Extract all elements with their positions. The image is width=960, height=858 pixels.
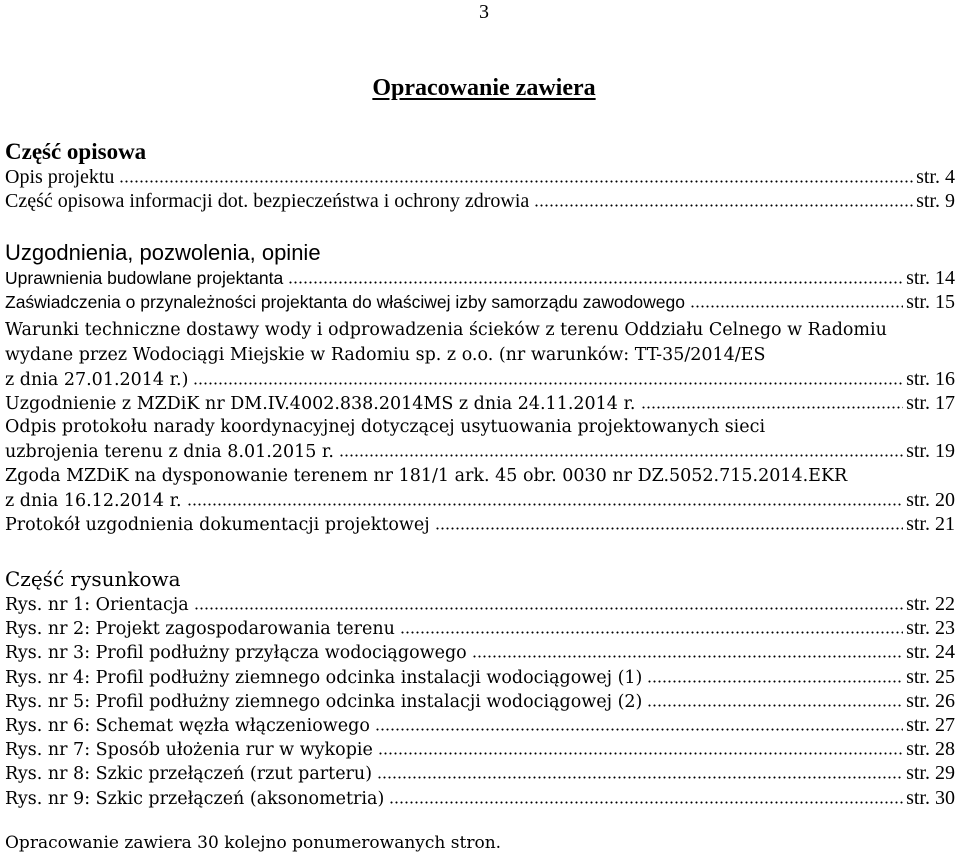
dot-leader xyxy=(379,752,903,755)
section-heading: Uzgodnienia, pozwolenia, opinie xyxy=(5,240,321,265)
dot-leader xyxy=(642,406,904,409)
dot-leader xyxy=(378,776,903,779)
document-title-text: Opracowanie zawiera xyxy=(372,75,596,101)
toc-row xyxy=(5,488,955,512)
toc-row xyxy=(5,290,955,314)
toc-page-ref: str. 17 xyxy=(906,391,955,414)
toc-label: uzbrojenia terenu z dnia 8.01.2015 r. xyxy=(5,442,334,463)
toc-page-ref: str. 4 xyxy=(916,166,955,188)
toc-page-ref: str. 24 xyxy=(906,641,955,664)
toc-label: z dnia 16.12.2014 r. xyxy=(5,490,182,511)
toc-label: Uzgodnienie z MZDiK nr DM.IV.4002.838.2014MS z dnia 24.11.2014 r. xyxy=(5,393,636,414)
toc-label: Rys. nr 8: Szkic przełączeń (rzut parteru) xyxy=(5,764,373,785)
toc-label-line: Odpis protokołu narady koordynacyjnej dotyczącej usytuowania projektowanych sieci xyxy=(5,417,766,438)
section-drawings xyxy=(5,566,955,810)
dot-leader xyxy=(188,503,903,506)
toc-row xyxy=(5,189,955,213)
toc-page-ref: str. 22 xyxy=(906,593,955,615)
dot-leader xyxy=(390,801,903,804)
toc-label-line: wydane przez Wodociągi Miejskie w Radomiu sp. z o.o. (nr warunków: TT-35/2014/ES xyxy=(5,344,766,365)
dot-leader xyxy=(195,607,903,610)
toc-row xyxy=(5,512,955,536)
toc-row xyxy=(5,439,955,463)
footer-note: Opracowanie zawiera 30 kolejno ponumerowanych stron. xyxy=(5,833,502,853)
dot-leader xyxy=(376,728,903,731)
toc-label: Część opisowa informacji dot. bezpieczeństwa i ochrony zdrowia xyxy=(5,190,530,213)
toc-page-ref: str. 15 xyxy=(906,291,955,314)
toc-page-ref: str. 20 xyxy=(906,488,955,511)
toc-row xyxy=(5,391,955,415)
toc-label: Rys. nr 7: Sposób ułożenia rur w wykopie xyxy=(5,740,373,761)
toc-page-ref: str. 26 xyxy=(906,689,955,712)
toc-row xyxy=(5,165,955,189)
toc-row xyxy=(5,367,955,391)
toc-page-ref: str. 28 xyxy=(906,738,955,761)
toc-label: Rys. nr 6: Schemat węzła włączeniowego xyxy=(5,715,370,736)
dot-leader xyxy=(289,281,903,284)
toc-row xyxy=(5,616,955,640)
toc-label: Rys. nr 9: Szkic przełączeń (aksonometria) xyxy=(5,788,385,809)
toc-page-ref: str. 14 xyxy=(906,267,955,289)
toc-label: Rys. nr 2: Projekt zagospodarowania terenu xyxy=(5,619,395,640)
toc-row xyxy=(5,737,955,761)
toc-page-ref: str. 16 xyxy=(906,367,955,390)
toc-label: Zaświadczenia o przynależności projektanta do właściwej izby samorządu zawodowego xyxy=(5,292,685,313)
toc-label: Rys. nr 3: Profil podłużny przyłącza wodociągowego xyxy=(5,643,467,664)
dot-leader xyxy=(473,655,903,658)
dot-leader xyxy=(340,454,903,457)
toc-row xyxy=(5,266,955,290)
toc-entry-multiline xyxy=(5,415,955,463)
toc-page-ref: str. 29 xyxy=(906,762,955,785)
toc-label: Rys. nr 1: Orientacja xyxy=(5,595,189,615)
section-approvals xyxy=(5,240,955,536)
section-descriptive xyxy=(5,139,955,213)
toc-page-ref: str. 19 xyxy=(906,440,955,463)
toc-label: Uprawnienia budowlane projektanta xyxy=(5,268,284,288)
toc-label: Rys. nr 4: Profil podłużny ziemnego odcinka instalacji wodociągowej (1) xyxy=(5,667,643,688)
toc-page-ref: str. 21 xyxy=(906,512,955,535)
dot-leader xyxy=(436,527,903,530)
dot-leader xyxy=(648,704,903,707)
dot-leader xyxy=(535,204,913,207)
toc-label: z dnia 27.01.2014 r.) xyxy=(5,369,189,390)
section-heading: Część rysunkowa xyxy=(5,567,181,591)
page-number: 3 xyxy=(479,1,489,23)
toc-page-ref: str. 9 xyxy=(916,190,955,213)
toc-entry-multiline xyxy=(5,464,955,512)
toc-label: Protokół uzgodnienia dokumentacji projektowej xyxy=(5,514,430,535)
toc-label-line: Zgoda MZDiK na dysponowanie terenem nr 181/1 ark. 45 obr. 0030 nr DZ.5052.715.2014.EKR xyxy=(5,465,848,486)
toc-label: Rys. nr 5: Profil podłużny ziemnego odcinka instalacji wodociągowej (2) xyxy=(5,691,643,712)
toc-row xyxy=(5,786,955,810)
dot-leader xyxy=(194,382,903,385)
toc-row xyxy=(5,689,955,713)
toc-page-ref: str. 25 xyxy=(906,665,955,688)
toc-row xyxy=(5,592,955,616)
toc-page-ref: str. 27 xyxy=(906,713,955,736)
toc-entry-multiline xyxy=(5,318,955,391)
toc-page-ref: str. 30 xyxy=(906,786,955,809)
toc-label: Opis projektu xyxy=(5,166,115,188)
toc-row xyxy=(5,713,955,737)
toc-label-line: Warunki techniczne dostawy wody i odprowadzenia ścieków z terenu Oddziału Celnego w Radomiu xyxy=(5,320,887,341)
document-title xyxy=(8,74,960,102)
section-heading: Część opisowa xyxy=(5,139,147,164)
toc-page-ref: str. 23 xyxy=(906,617,955,640)
toc-row xyxy=(5,640,955,664)
dot-leader xyxy=(401,631,903,634)
dot-leader xyxy=(691,305,903,308)
toc-row xyxy=(5,761,955,785)
toc-row xyxy=(5,665,955,689)
dot-leader xyxy=(648,680,903,683)
dot-leader xyxy=(120,180,913,183)
